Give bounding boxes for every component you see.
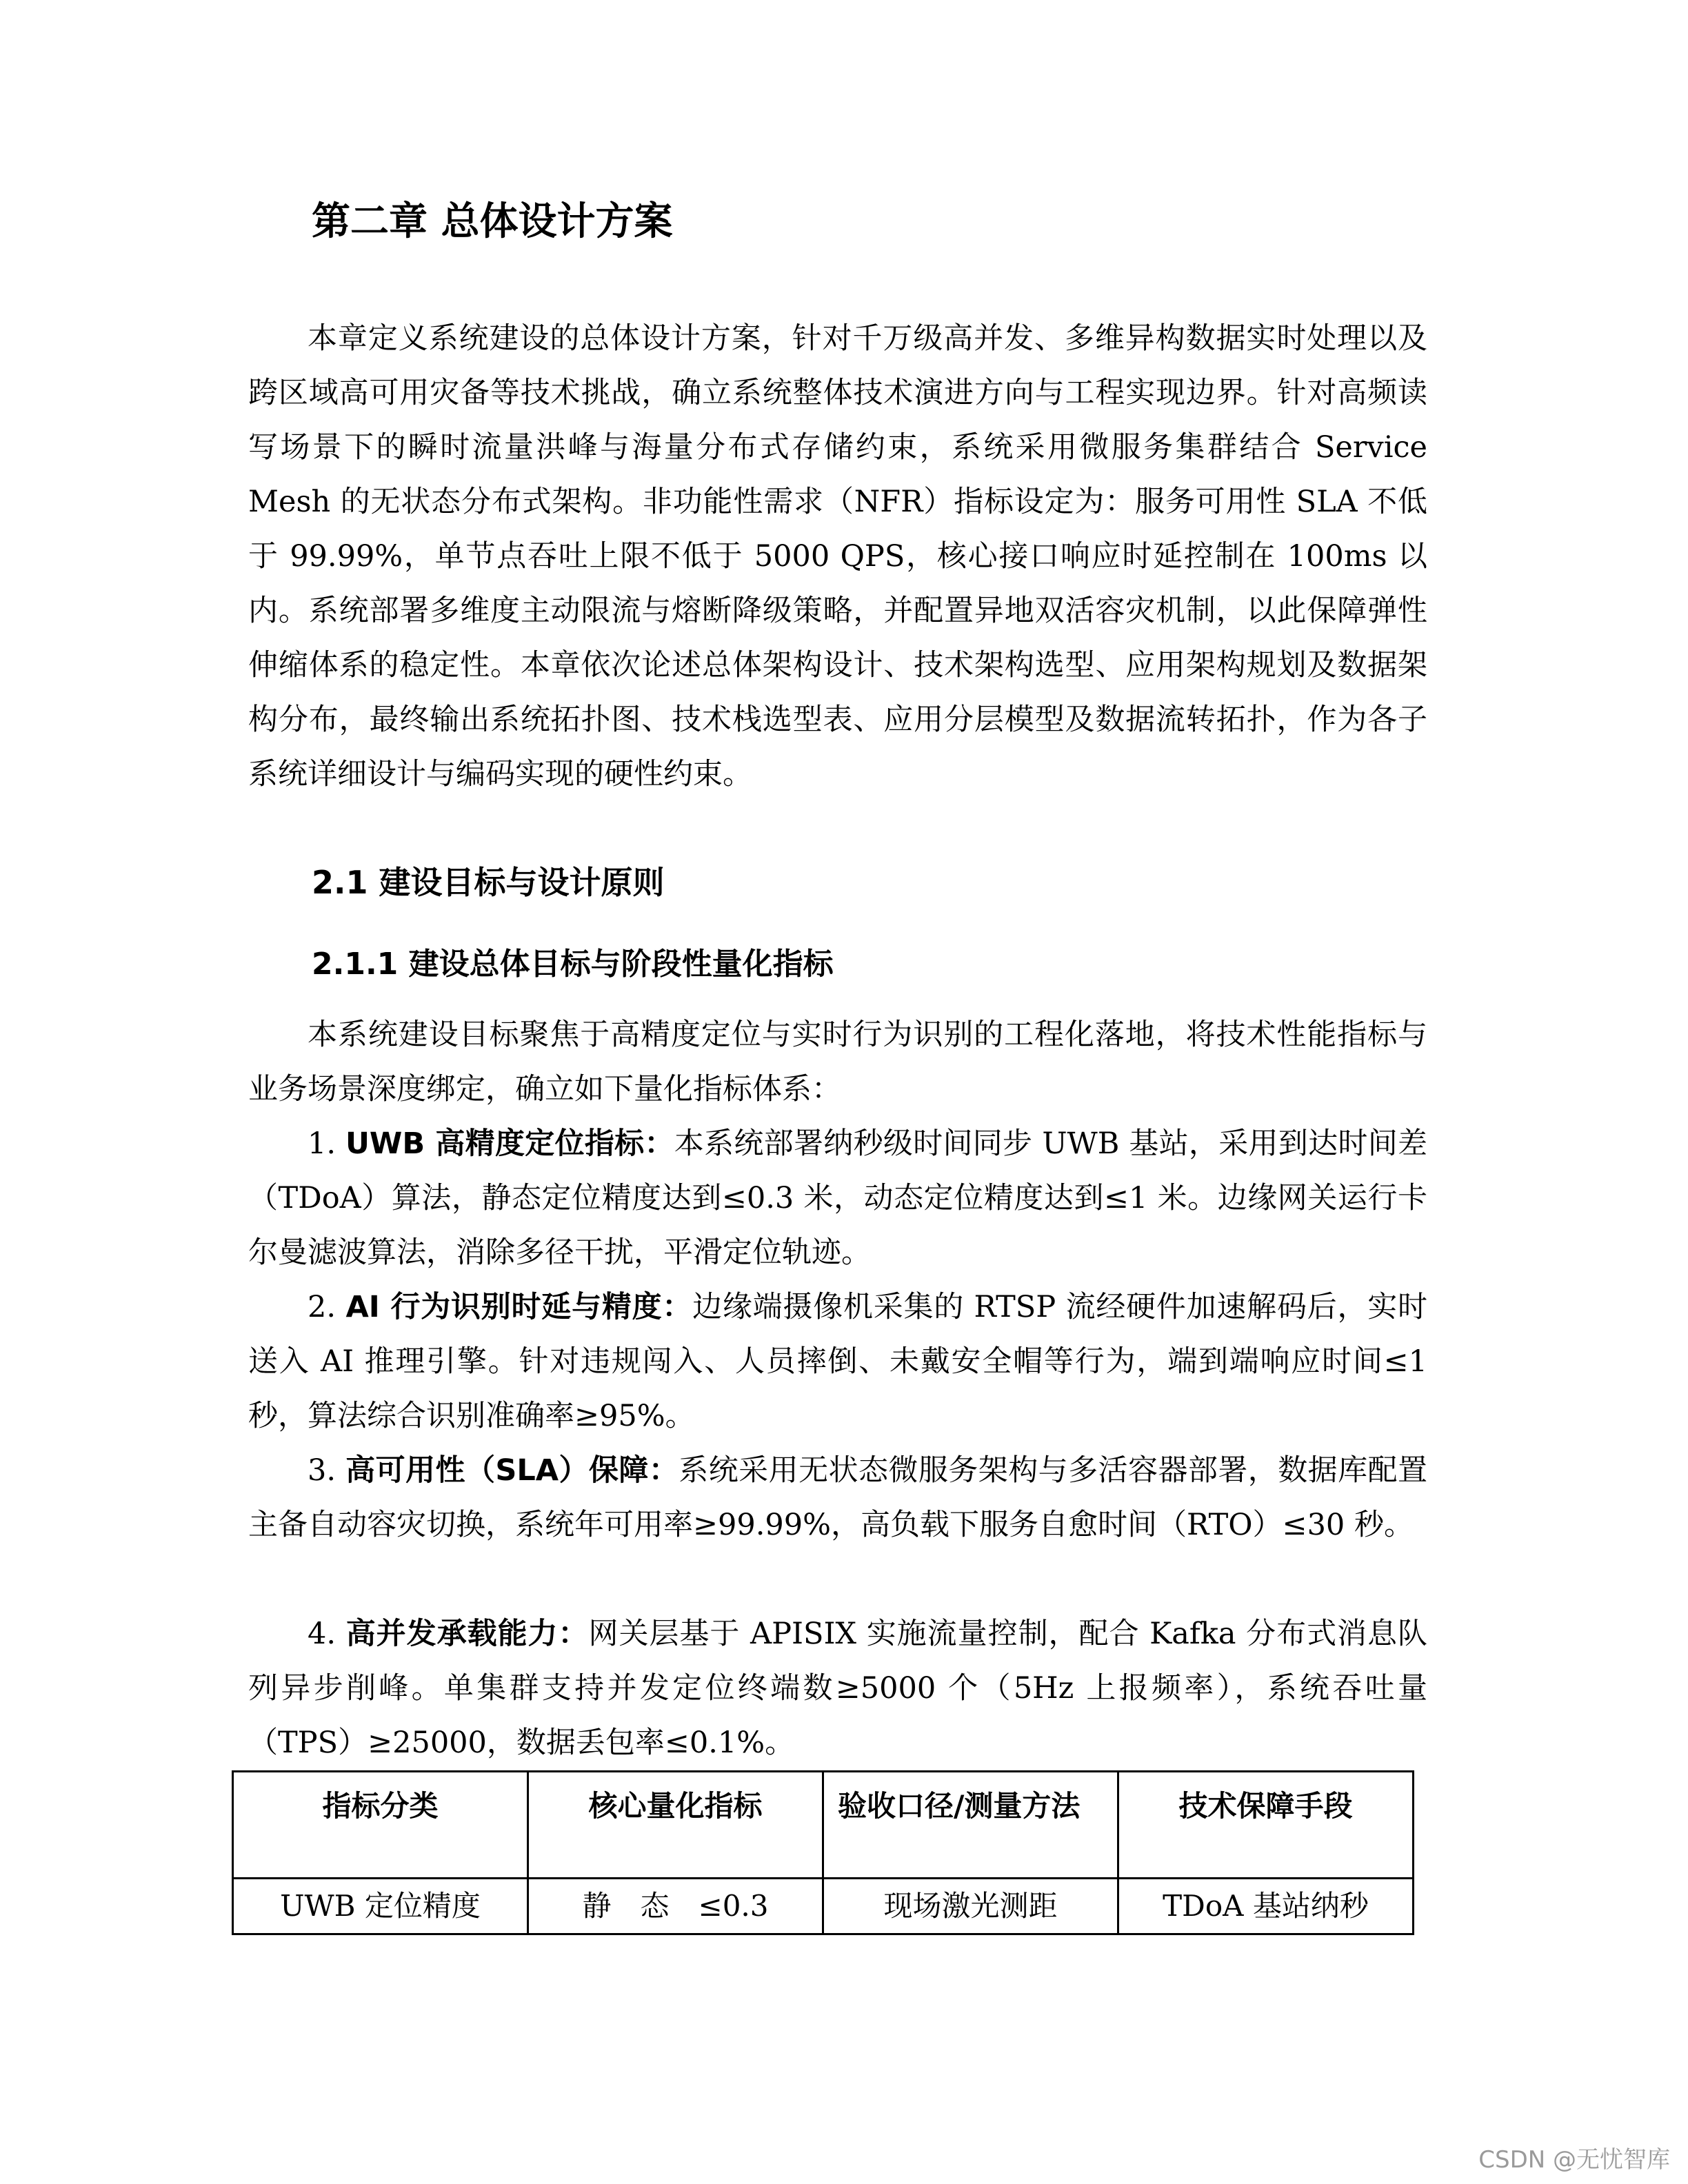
list-item-lead: 高可用性（SLA）保障： (345, 1453, 679, 1488)
table-cell: 现场激光测距 (823, 1879, 1118, 1934)
list-item-text: 系统采用无状态微服务架构与多活容器部署，数据库配置主备自动容灾切换，系统年可用率≥99.99%，高负载下服务自愈时间（RTO）≤30 秒。 (248, 1453, 1428, 1542)
list-item (248, 1117, 1427, 1280)
list-item-lead: AI 行为识别时延与精度： (345, 1290, 693, 1324)
chapter-title: 第二章 总体设计方案 (312, 199, 673, 244)
table-row (233, 1879, 1414, 1934)
list-item-text: 网关层基于 APISIX 实施流量控制，配合 Kafka 分布式消息队列异步削峰。单集群支持并发定位终端数≥5000 个（5Hz 上报频率），系统吞吐量（TPS）≥25000，数据丢包率≤0.1%。 (248, 1617, 1428, 1760)
list-item-text: 边缘端摄像机采集的 RTSP 流经硬件加速解码后，实时送入 AI 推理引擎。针对违规闯入、人员摔倒、未戴安全帽等行为，端到端响应时间≤1 秒，算法综合识别准确率≥95%。 (248, 1290, 1428, 1433)
table-cell: UWB 定位精度 (233, 1879, 528, 1934)
list-item-number: 4. (308, 1617, 336, 1651)
table-cell: 静 态 ≤0.3 (528, 1879, 823, 1934)
list-item-lead: 高并发承载能力： (345, 1617, 589, 1651)
list-item-text: 本系统部署纳秒级时间同步 UWB 基站，采用到达时间差（TDoA）算法，静态定位精度达到≤0.3 米，动态定位精度达到≤1 米。边缘网关运行卡尔曼滤波算法，消除多径干扰，平滑定位轨迹。 (248, 1126, 1428, 1270)
table-cell: TDoA 基站纳秒 (1118, 1879, 1414, 1934)
table-header-cell: 技术保障手段 (1118, 1772, 1414, 1879)
section-title: 2.1 建设目标与设计原则 (312, 864, 665, 901)
table-header-cell: 指标分类 (233, 1772, 528, 1879)
list-item (248, 1444, 1427, 1553)
subsection-intro (248, 1008, 1427, 1117)
subsection-intro-text: 本系统建设目标聚焦于高精度定位与实时行为识别的工程化落地，将技术性能指标与业务场景深度绑定，确立如下量化指标体系： (248, 1018, 1427, 1106)
intro-paragraph (248, 312, 1427, 802)
list-item-number: 2. (308, 1290, 336, 1324)
watermark: CSDN @无忧智库 (1478, 2146, 1670, 2174)
table-header-cell: 核心量化指标 (528, 1772, 823, 1879)
subsection-title: 2.1.1 建设总体目标与阶段性量化指标 (312, 947, 834, 982)
list-item (248, 1280, 1427, 1444)
list-item (248, 1607, 1427, 1770)
table-header-cell: 验收口径/测量方法 (823, 1772, 1118, 1879)
table-header-row (233, 1772, 1414, 1879)
list-item-number: 3. (308, 1453, 336, 1488)
list-item-lead: UWB 高精度定位指标： (345, 1126, 674, 1161)
metrics-table (232, 1770, 1414, 1935)
list-item-number: 1. (308, 1126, 336, 1161)
intro-text: 本章定义系统建设的总体设计方案，针对千万级高并发、多维异构数据实时处理以及跨区域高可用灾备等技术挑战，确立系统整体技术演进方向与工程实现边界。针对高频读写场景下的瞬时流量洪峰与海量分布式存储约束，系统采用微服务集群结合 Service Mesh 的无状态分布式架构。非功能性需求（NFR）指标设定为：服务可用性 SLA 不低于 99.99%，单节点吞吐上限不低于 5000 QPS，核心接口响应时延控制在 100ms 以内。系统部署多维度主动限流与熔断降级策略，并配置异地双活容灾机制，以此保障弹性伸缩体系的稳定性。本章依次论述总体架构设计、技术架构选型、应用架构规划及数据架构分布，最终输出系统拓扑图、技术栈选型表、应用分层模型及数据流转拓扑，作为各子系统详细设计与编码实现的硬性约束。 (248, 321, 1427, 791)
